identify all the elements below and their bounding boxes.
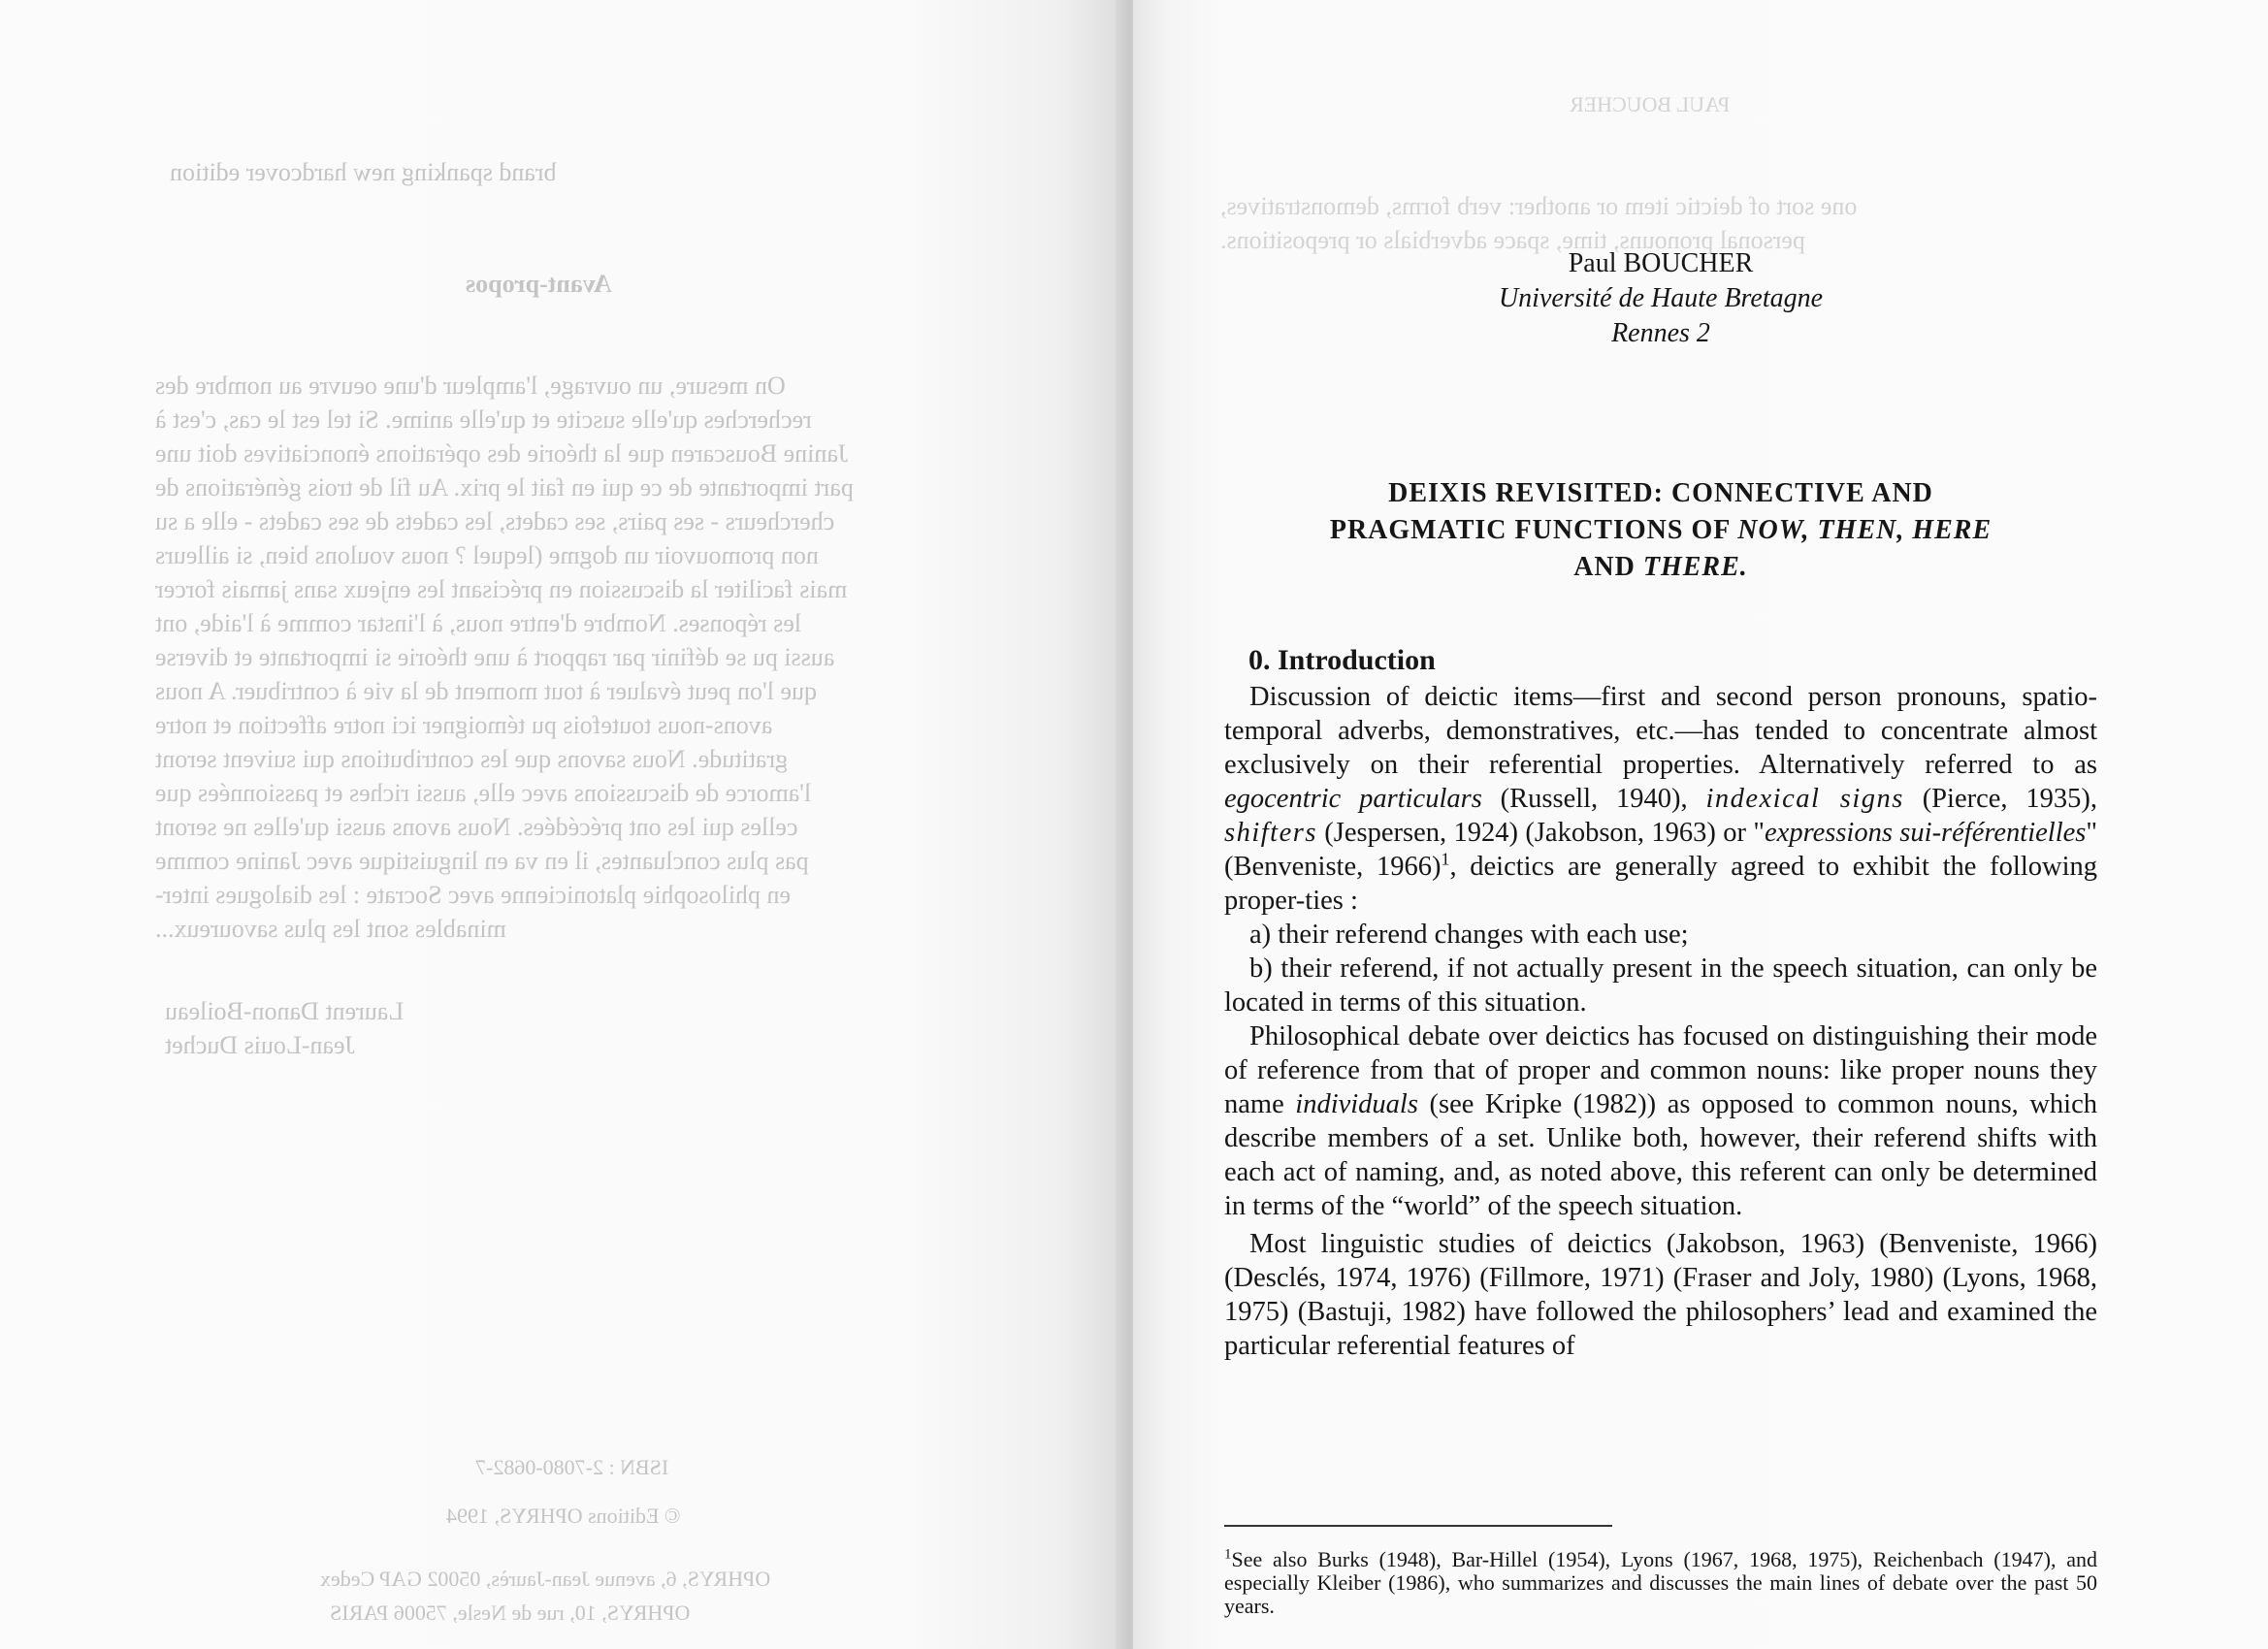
- ghost-line: part importante de ce qui en fait le prix. Au fil de trois générations de: [155, 473, 854, 501]
- author-university: Université de Haute Bretagne: [1498, 283, 1824, 313]
- ghost-line: avons-nous toutefois pu témoigner ici notre affection et notre: [155, 711, 773, 739]
- list-item-a: a) their referend changes with each use;: [1249, 920, 1689, 950]
- ghost-line: les réponses. Nombre d'entre nous, à l'instar comme à l'aide, ont: [155, 609, 802, 637]
- ghost-isbn: ISBN : 2-7080-0682-7: [475, 1455, 669, 1479]
- ghost-line: gratitude. Nous savons que les contributions qui suivent seront: [155, 745, 789, 773]
- author-name: Paul BOUCHER: [1568, 248, 1754, 278]
- ghost-line: recherches qu'elle suscite et qu'elle anime. Si tel est le cas, c'est à: [155, 405, 812, 434]
- ghost-line: aussi pu se définir par rapport à une théorie si importante et diverse: [155, 643, 835, 671]
- left-page: [0, 0, 1125, 1649]
- ghost-line: brand spanking new hardcover edition: [170, 158, 557, 186]
- ghost-heading: Avant-propos: [466, 270, 612, 298]
- ghost-publisher: OPHRYS, 6, avenue Jean-Jaurès, 05002 GAP Cedex: [320, 1567, 771, 1591]
- ghost-publisher: OPHRYS, 10, rue de Nesle, 75006 PARIS: [330, 1600, 691, 1625]
- ghost-line: que l'on peut évaluer à tout moment de la vie à contribuer. A nous: [155, 677, 817, 705]
- ghost-line: mais faciliter la discussion en précisant les enjeux sans jamais forcer: [155, 575, 848, 603]
- title-line-3: AND THERE.: [1573, 552, 1748, 582]
- footnote-rule: [1224, 1525, 1612, 1527]
- ghost-line: On mesure, un ouvrage, l'ampleur d'une oeuvre au nombre des: [155, 372, 786, 400]
- paragraph-3: Most linguistic studies of deictics (Jakobson, 1963) (Benveniste, 1966) (Desclés, 1974, 1976) (Fillmore, 1971) (Fraser and Joly, 1980) (Lyons, 1968, 1975) (Bastuji, 1982) have followed the philosophers’ lead and examined the particular referential features of: [1224, 1229, 2097, 1361]
- ghost-line: pas plus concluantes, il en va en linguistique avec Janine comme: [155, 847, 809, 875]
- ghost-running-head: PAUL BOUCHER: [1570, 92, 1731, 116]
- ghost-line: celles qui les ont précédées. Nous avons aussi qu'elles ne seront: [155, 813, 798, 841]
- ghost-line: minables sont les plus savoureux...: [155, 915, 506, 943]
- ghost-line: l'amorce de discussions avec elle, aussi riches et passionnées que: [155, 779, 812, 807]
- paragraph-1: Discussion of deictic items—first and second person pronouns, spatio-temporal adverbs, demonstratives, etc.—has tended to concentrate almost exclusively on their referential properties. Alternatively referred to as egocentric particulars (Russell, 1940), indexical signs (Pierce, 1935), shifters (Jespersen, 1924) (Jakobson, 1963) or "expressions sui-référentielles" (Benveniste, 1966)$^1$, deictics are generally agreed to exhibit the following proper-ties :: [1224, 682, 2097, 916]
- footnote: $^1$See also Burks (1948), Bar-Hillel (1954), Lyons (1967, 1968, 1975), Reichenbach (1947), and especially Kleiber (1986), who summarizes and discusses the main lines of debate over the past 50 years.: [1224, 1546, 2097, 1618]
- paragraph-2: Philosophical debate over deictics has focused on distinguishing their mode of reference from that of proper and common nouns: like proper nouns they name individuals (see Kripke (1982)) as opposed to common nouns, which describe members of a set. Unlike both, however, their referend shifts with each act of naming, and, as noted above, this referent can only be determined in terms of the “world” of the speech situation.: [1224, 1021, 2097, 1221]
- article-title: [1224, 475, 2097, 586]
- ghost-copyright: © Editions OPHRYS, 1994: [446, 1504, 681, 1528]
- list-item-b: b) their referend, if not actually present in the speech situation, can only be located in terms of this situation.: [1224, 954, 2097, 1018]
- ghost-signature: Jean-Louis Duchet: [165, 1031, 355, 1059]
- ghost-line: personal pronouns, time, space adverbials or prepositions.: [1220, 226, 1805, 254]
- ghost-line: Janine Bouscaren que la théorie des opérations énonciatives doit une: [155, 439, 849, 468]
- ghost-signature: Laurent Danon-Boileau: [165, 997, 405, 1025]
- ghost-line: non promouvoir un dogme (lequel ? nous voulons bien, si ailleurs: [155, 541, 819, 569]
- author-city: Rennes 2: [1611, 318, 1710, 348]
- section-heading: 0. Introduction: [1248, 644, 1436, 676]
- ghost-line: one sort of deictic item or another: verb forms, demonstratives,: [1220, 192, 1858, 220]
- body-text: [1224, 680, 2097, 1363]
- ghost-line: en philosophie platonicienne avec Socrate : les dialogues inter-: [155, 881, 792, 909]
- title-line-1: DEIXIS REVISITED: CONNECTIVE AND: [1388, 478, 1933, 508]
- ghost-line: chercheurs - ses pairs, ses cadets, les cadets de ses cadets - elle a su: [155, 507, 835, 535]
- title-line-2: PRAGMATIC FUNCTIONS OF NOW, THEN, HERE: [1329, 515, 1993, 545]
